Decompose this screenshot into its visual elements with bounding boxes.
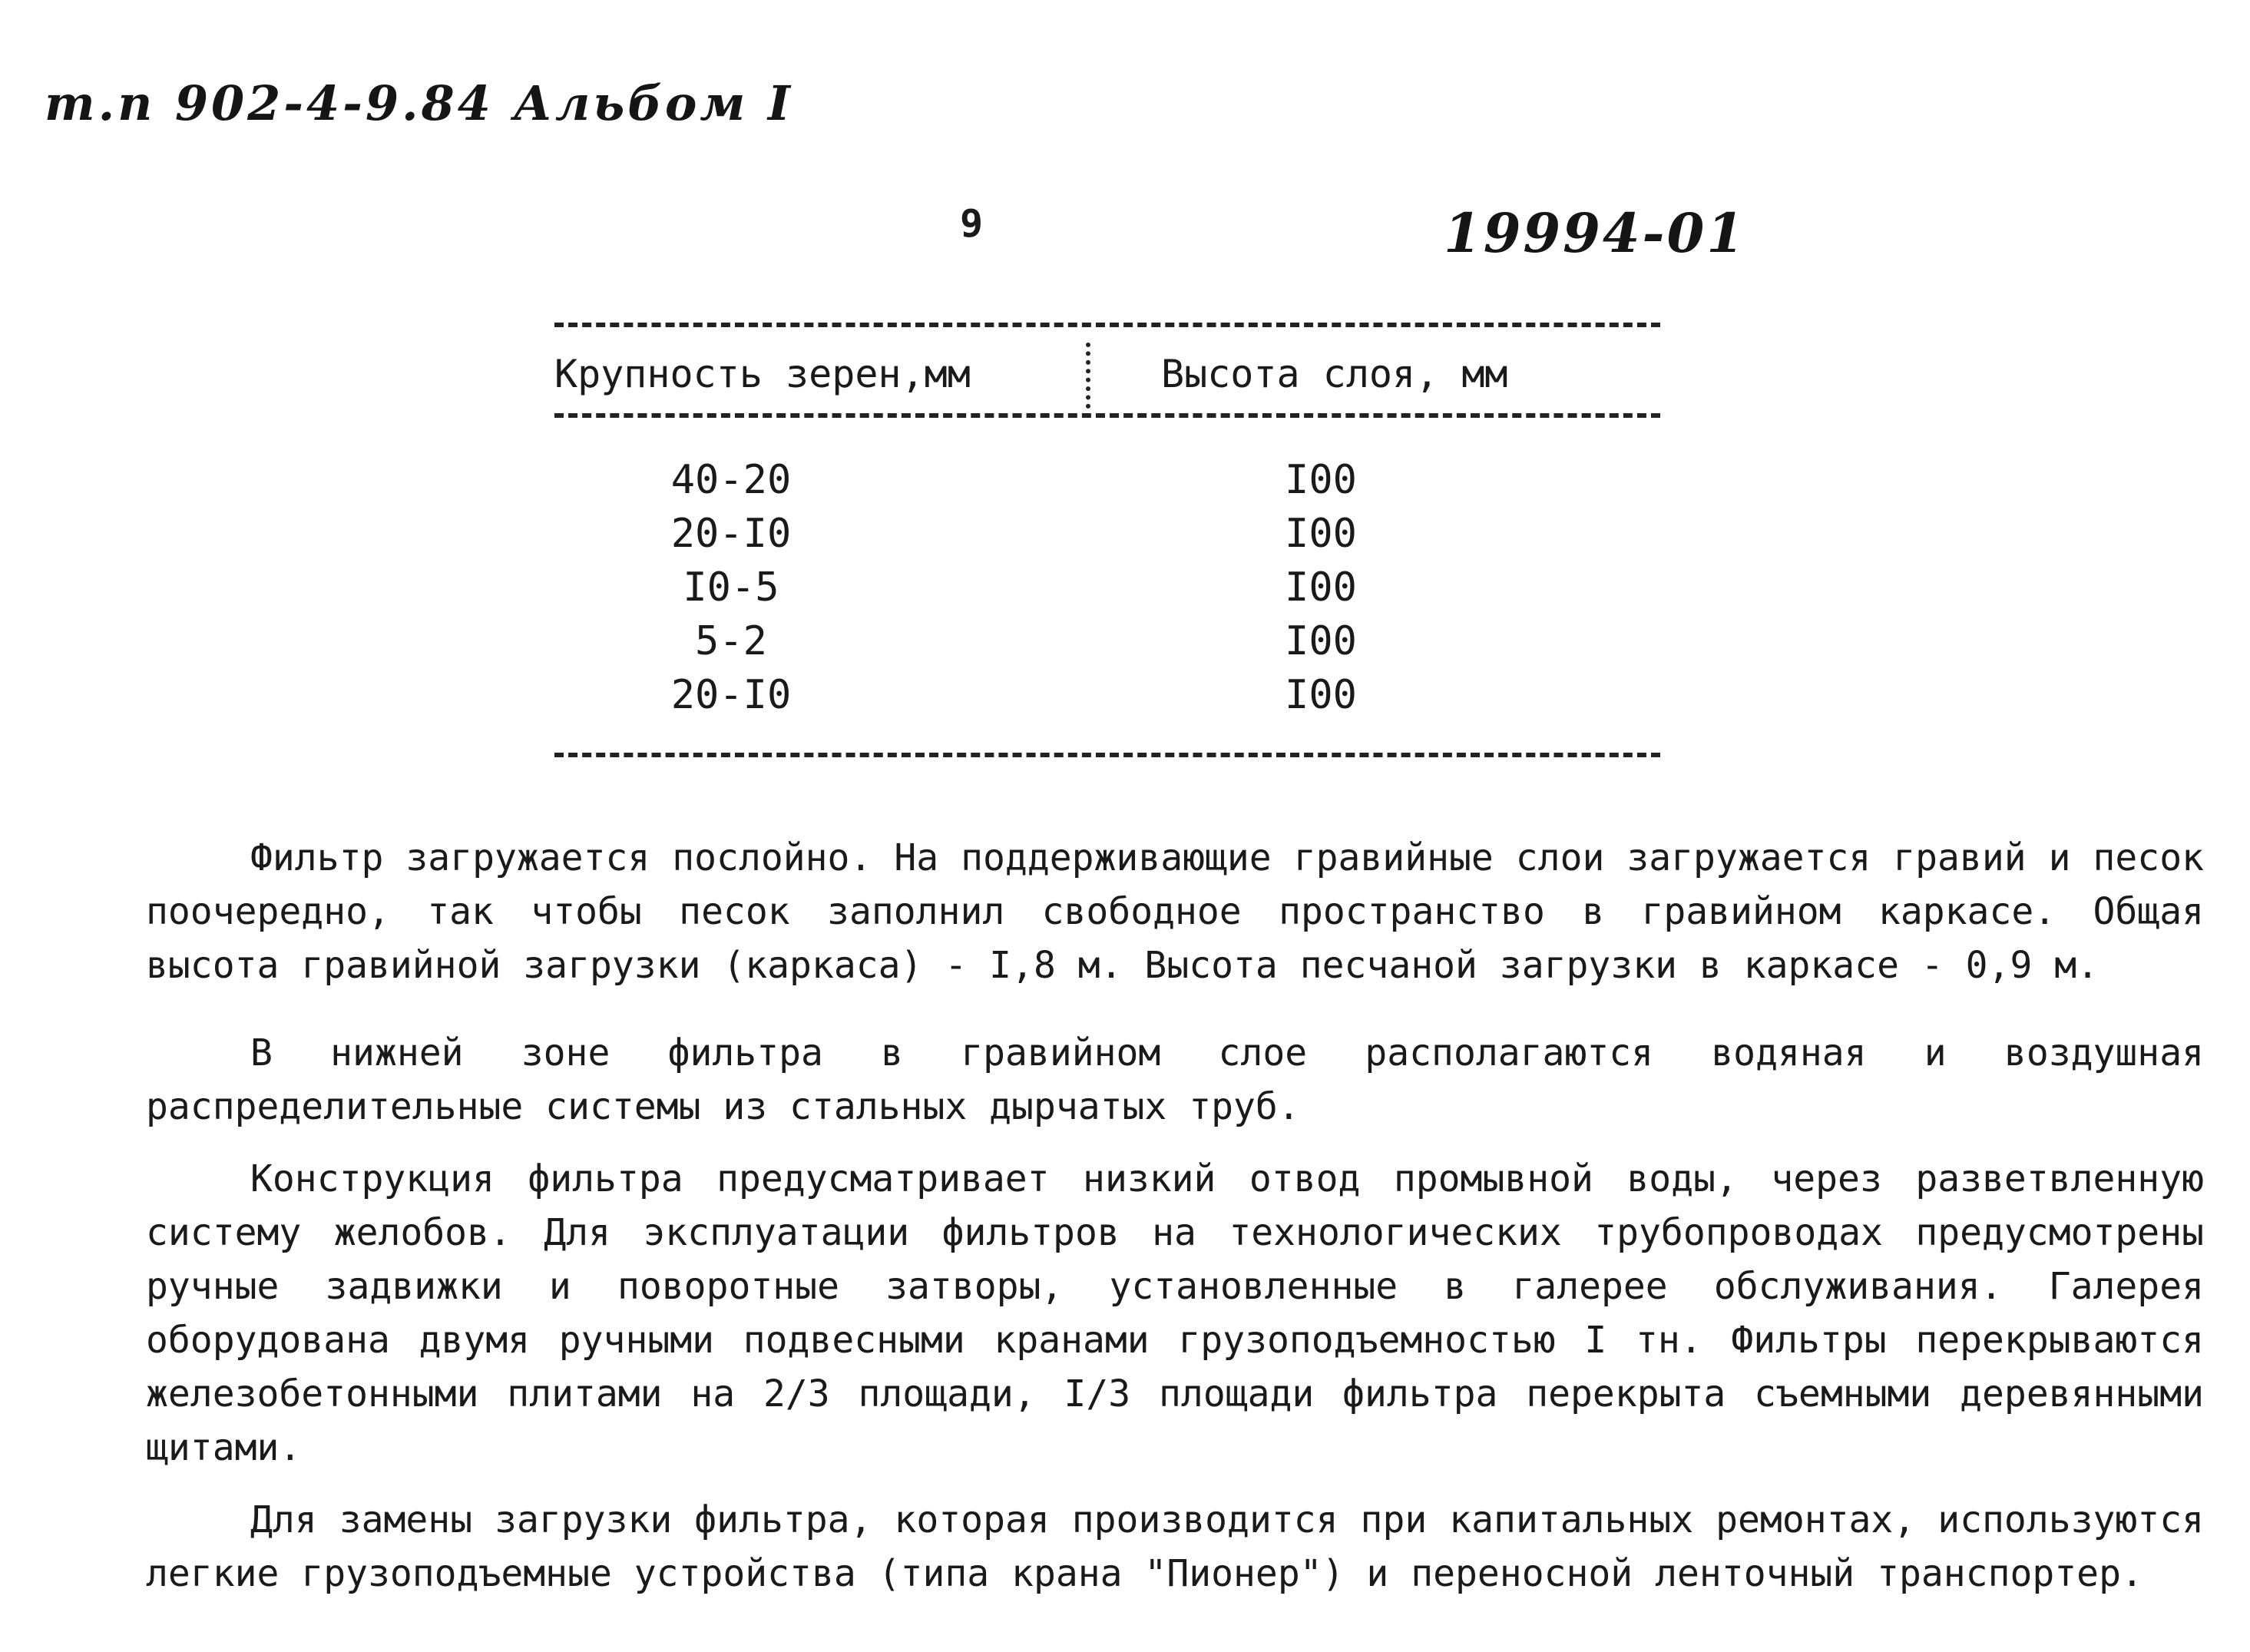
layer-height-cell: I00 — [1285, 511, 1357, 557]
grain-size-cell: 5-2 — [695, 618, 767, 664]
table-row — [554, 453, 1660, 507]
table-top-rule — [554, 323, 1660, 327]
table-bottom-rule — [554, 753, 1660, 757]
layer-height-cell: I00 — [1285, 618, 1357, 664]
layer-height-cell: I00 — [1285, 457, 1357, 503]
paragraph: Конструкция фильтра предусматривает низкий отвод промывной воды, через разветвленную систему желобов. Для эксплуатации фильтров на технологических трубопроводах предусмотрены ручные задвижки и поворотные затворы, установленные в галерее обслуживания. Галерея оборудована двумя ручными подвесными кранами грузоподъемностью I тн. Фильтры перекрываются железобетонными плитами на 2/3 площади, I/3 площади фильтра перекрыта съемными деревянными щитами. — [146, 1157, 2204, 1469]
body-text — [146, 831, 2204, 1634]
table-row — [554, 561, 1660, 614]
sheet-code: 19994-01 — [1444, 201, 1746, 265]
layer-height-cell: I00 — [1285, 564, 1357, 611]
grain-size-cell: I0-5 — [683, 564, 779, 611]
document-reference: т.п 902-4-9.84 Альбом I — [45, 75, 793, 131]
paragraph: В нижней зоне фильтра в гравийном слое располагаются водяная и воздушная распределительные системы из стальных дырчатых труб. — [146, 1031, 2204, 1128]
grain-size-cell: 20-I0 — [670, 511, 792, 557]
table-row — [554, 507, 1660, 561]
page-number: 9 — [960, 201, 984, 246]
paragraph: Фильтр загружается послойно. На поддерживающие гравийные слои загружается гравий и песок поочередно, так чтобы песок заполнил свободное пространство в гравийном каркасе. Общая высота гравийной загрузки (каркаса) - I,8 м. Высота песчаной загрузки в каркасе - 0,9 м. — [146, 836, 2204, 987]
grain-size-cell: 20-I0 — [670, 672, 792, 718]
layer-height-cell: I00 — [1285, 672, 1357, 718]
table-header-rule — [554, 413, 1660, 418]
table-header-grain-size: Крупность зерен,мм — [554, 352, 971, 396]
grain-size-cell: 40-20 — [670, 457, 792, 503]
table-row — [554, 614, 1660, 668]
paragraph: Для замены загрузки фильтра, которая производится при капитальных ремонтах, используются легкие грузоподъемные устройства (типа крана "Пионер") и переносной ленточный транспортер. — [146, 1498, 2204, 1595]
table-column-separator — [1086, 343, 1090, 409]
table-row — [554, 668, 1660, 722]
table-body — [554, 453, 1660, 722]
table-header-layer-height: Высота слоя, мм — [1161, 352, 1508, 396]
